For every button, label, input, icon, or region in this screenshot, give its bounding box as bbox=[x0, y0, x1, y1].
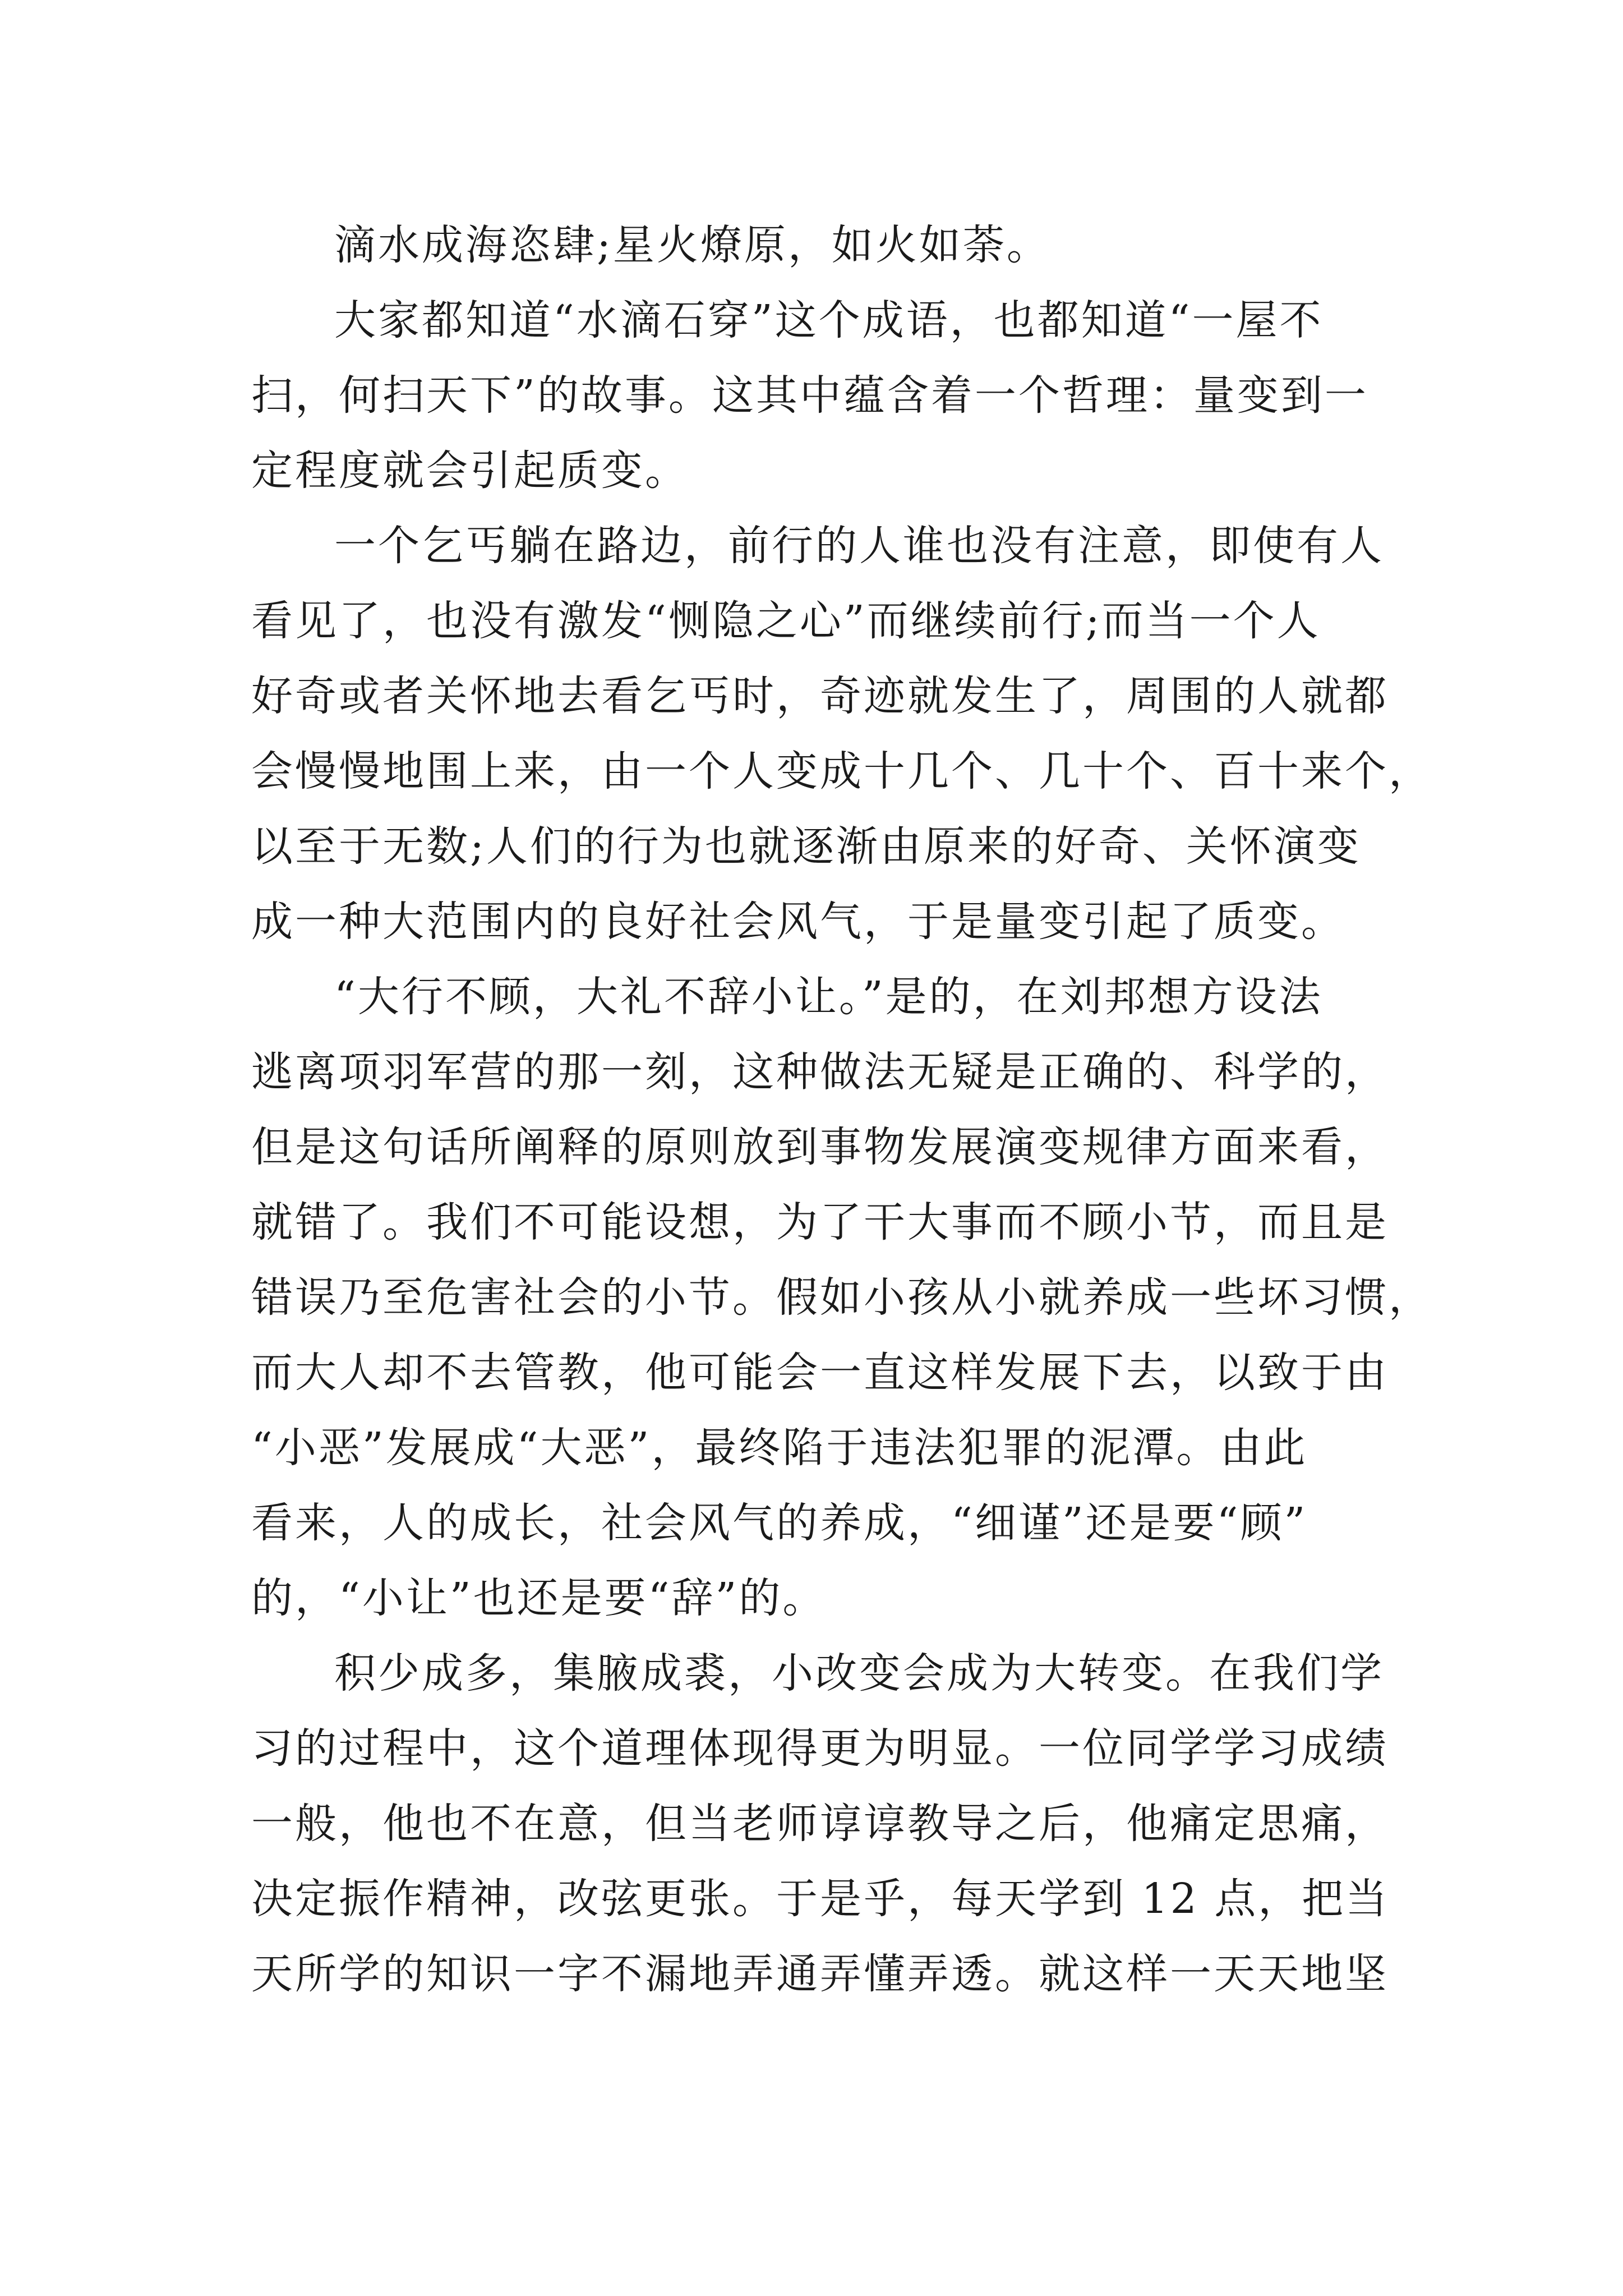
paragraph-2-line-3: 定程度就会引起质变。 bbox=[251, 447, 689, 495]
paragraph-4-line-2: 逃离项羽军营的那一刻，这种做法无疑是正确的、科学的， bbox=[251, 1048, 1389, 1096]
paragraph-3-line-1: 一个乞丐躺在路边，前行的人谁也没有注意，即使有人 bbox=[334, 522, 1384, 570]
paragraph-4-line-3: 但是这句话所阐释的原则放到事物发展演变规律方面来看， bbox=[251, 1123, 1389, 1171]
paragraph-3-line-3: 好奇或者关怀地去看乞丐时，奇迹就发生了，周围的人就都 bbox=[251, 672, 1389, 720]
paragraph-2-line-2: 扫，何扫天下”的故事。这其中蕴含着一个哲理：量变到一 bbox=[251, 371, 1368, 420]
paragraph-3-line-4: 会慢慢地围上来，由一个人变成十几个、几十个、百十来个， bbox=[251, 747, 1432, 795]
paragraph-4-line-6: 而大人却不去管教，他可能会一直这样发展下去，以致于由 bbox=[251, 1349, 1389, 1397]
paragraph-3-line-2: 看见了，也没有激发“恻隐之心”而继续前行;而当一个人 bbox=[251, 597, 1321, 645]
paragraph-5-line-1: 积少成多，集腋成裘，小改变会成为大转变。在我们学 bbox=[334, 1649, 1384, 1697]
paragraph-4-line-5: 错误乃至危害社会的小节。假如小孩从小就养成一些坏习惯， bbox=[251, 1273, 1432, 1322]
paragraph-5-line-3: 一般，他也不在意，但当老师谆谆教导之后，他痛定思痛， bbox=[251, 1800, 1389, 1848]
paragraph-4-line-1: “大行不顾，大礼不辞小让。”是的，在刘邦想方设法 bbox=[334, 973, 1323, 1021]
paragraph-4-line-8: 看来，人的成长，社会风气的养成，“细谨”还是要“顾” bbox=[251, 1499, 1308, 1547]
paragraph-4-line-7: “小恶”发展成“大恶”，最终陷于违法犯罪的泥潭。由此 bbox=[251, 1424, 1308, 1472]
paragraph-1-line-1: 滴水成海恣肆;星火燎原，如火如荼。 bbox=[334, 221, 1050, 269]
paragraph-3-line-6: 成一种大范围内的良好社会风气，于是量变引起了质变。 bbox=[251, 898, 1345, 946]
paragraph-2-line-1: 大家都知道“水滴石穿”这个成语，也都知道“一屋不 bbox=[334, 296, 1324, 344]
body-text bbox=[251, 208, 1432, 2012]
paragraph-5-line-5: 天所学的知识一字不漏地弄通弄懂弄透。就这样一天天地坚 bbox=[251, 1950, 1389, 1998]
paragraph-5-line-4: 决定振作精神，改弦更张。于是乎，每天学到 12 点，把当 bbox=[251, 1875, 1390, 1923]
paragraph-5-line-2: 习的过程中，这个道理体现得更为明显。一位同学学习成绩 bbox=[251, 1724, 1389, 1773]
paragraph-4-line-9: 的，“小让”也还是要“辞”的。 bbox=[251, 1574, 827, 1622]
paragraph-4-line-4: 就错了。我们不可能设想，为了干大事而不顾小节，而且是 bbox=[251, 1198, 1389, 1246]
paragraph-3-line-5: 以至于无数;人们的行为也就逐渐由原来的好奇、关怀演变 bbox=[251, 822, 1361, 871]
